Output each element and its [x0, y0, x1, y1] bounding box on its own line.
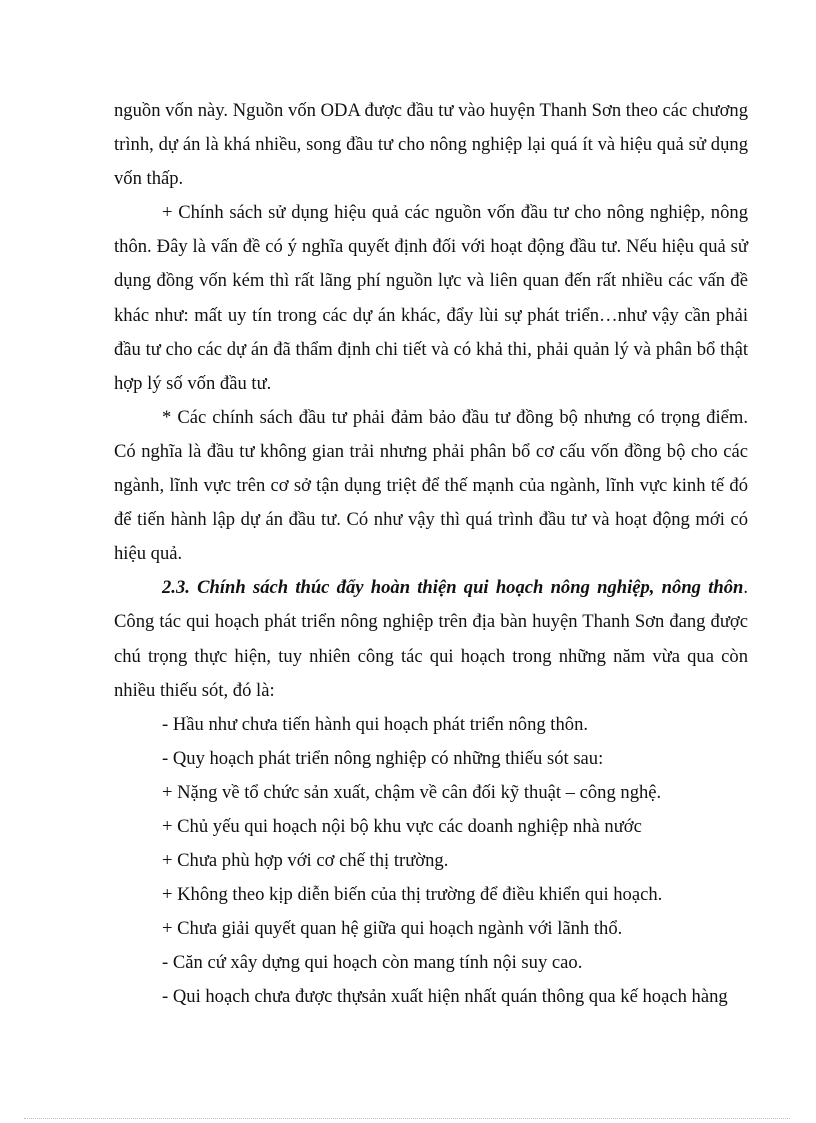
- page-bottom-dotted-rule: [24, 1118, 790, 1119]
- list-item: - Quy hoạch phát triển nông nghiệp có những thiếu sót sau:: [162, 747, 604, 769]
- list-item: - Hầu như chưa tiến hành qui hoạch phát triển nông thôn.: [162, 713, 589, 735]
- section-heading-title: 2.3. Chính sách thúc đẩy hoàn thiện qui hoạch nông nghiệp, nông thôn: [162, 577, 744, 599]
- list-item: + Không theo kịp diễn biến của thị trường để điều khiển qui hoạch.: [162, 884, 663, 906]
- section-heading-intro: . Công tác qui hoạch phát triển nông nghiệp trên địa bàn huyện Thanh Sơn đang được chú trọng thực hiện, tuy nhiên công tác qui hoạch trong những năm vừa qua còn nhiều thiếu sót, đó là:: [114, 577, 748, 701]
- paragraph-synchronous-investment: * Các chính sách đầu tư phải đảm bảo đầu tư đồng bộ nhưng có trọng điểm. Có nghĩa là đầu tư không gian trải nhưng phải phân bổ cơ cấu vốn đồng bộ cho các ngành, lĩnh vực trên cơ sở tận dụng triệt để thế mạnh của ngành, lĩnh vực kinh tế đó để tiến hành lập dự án đầu tư. Có như vậy thì quá trình đầu tư và hoạt động mới có hiệu quả.: [114, 406, 748, 565]
- list-item: - Căn cứ xây dựng qui hoạch còn mang tính nội suy cao.: [162, 952, 583, 974]
- list-item: + Chưa giải quyết quan hệ giữa qui hoạch ngành với lãnh thổ.: [162, 918, 623, 940]
- paragraph-investment-efficiency: + Chính sách sử dụng hiệu quả các nguồn vốn đầu tư cho nông nghiệp, nông thôn. Đây là vấn đề có ý nghĩa quyết định đối với hoạt động đầu tư. Nếu hiệu quả sử dụng đồng vốn kém thì rất lãng phí nguồn lực và liên quan đến rất nhiều các vấn đề khác như: mất uy tín trong các dự án khác, đẩy lùi sự phát triển…như vậy cần phải đầu tư cho các dự án đã thẩm định chi tiết và có khả thi, phải quản lý và phân bổ thật hợp lý số vốn đầu tư.: [114, 202, 748, 394]
- document-body: [114, 94, 748, 1015]
- list-item: + Chưa phù hợp với cơ chế thị trường.: [162, 850, 449, 872]
- list-item: + Nặng về tổ chức sản xuất, chậm về cân đối kỹ thuật – công nghệ.: [162, 781, 662, 803]
- section-heading-paragraph: [114, 571, 748, 707]
- list-item: - Qui hoạch chưa được thựsản xuất hiện nhất quán thông qua kế hoạch hàng: [162, 986, 728, 1008]
- paragraph-oda-funding: nguồn vốn này. Nguồn vốn ODA được đầu tư vào huyện Thanh Sơn theo các chương trình, dự án là khá nhiều, song đầu tư cho nông nghiệp lại quá ít và hiệu quả sử dụng vốn thấp.: [114, 100, 748, 190]
- list-item: + Chủ yếu qui hoạch nội bộ khu vực các doanh nghiệp nhà nước: [162, 815, 642, 837]
